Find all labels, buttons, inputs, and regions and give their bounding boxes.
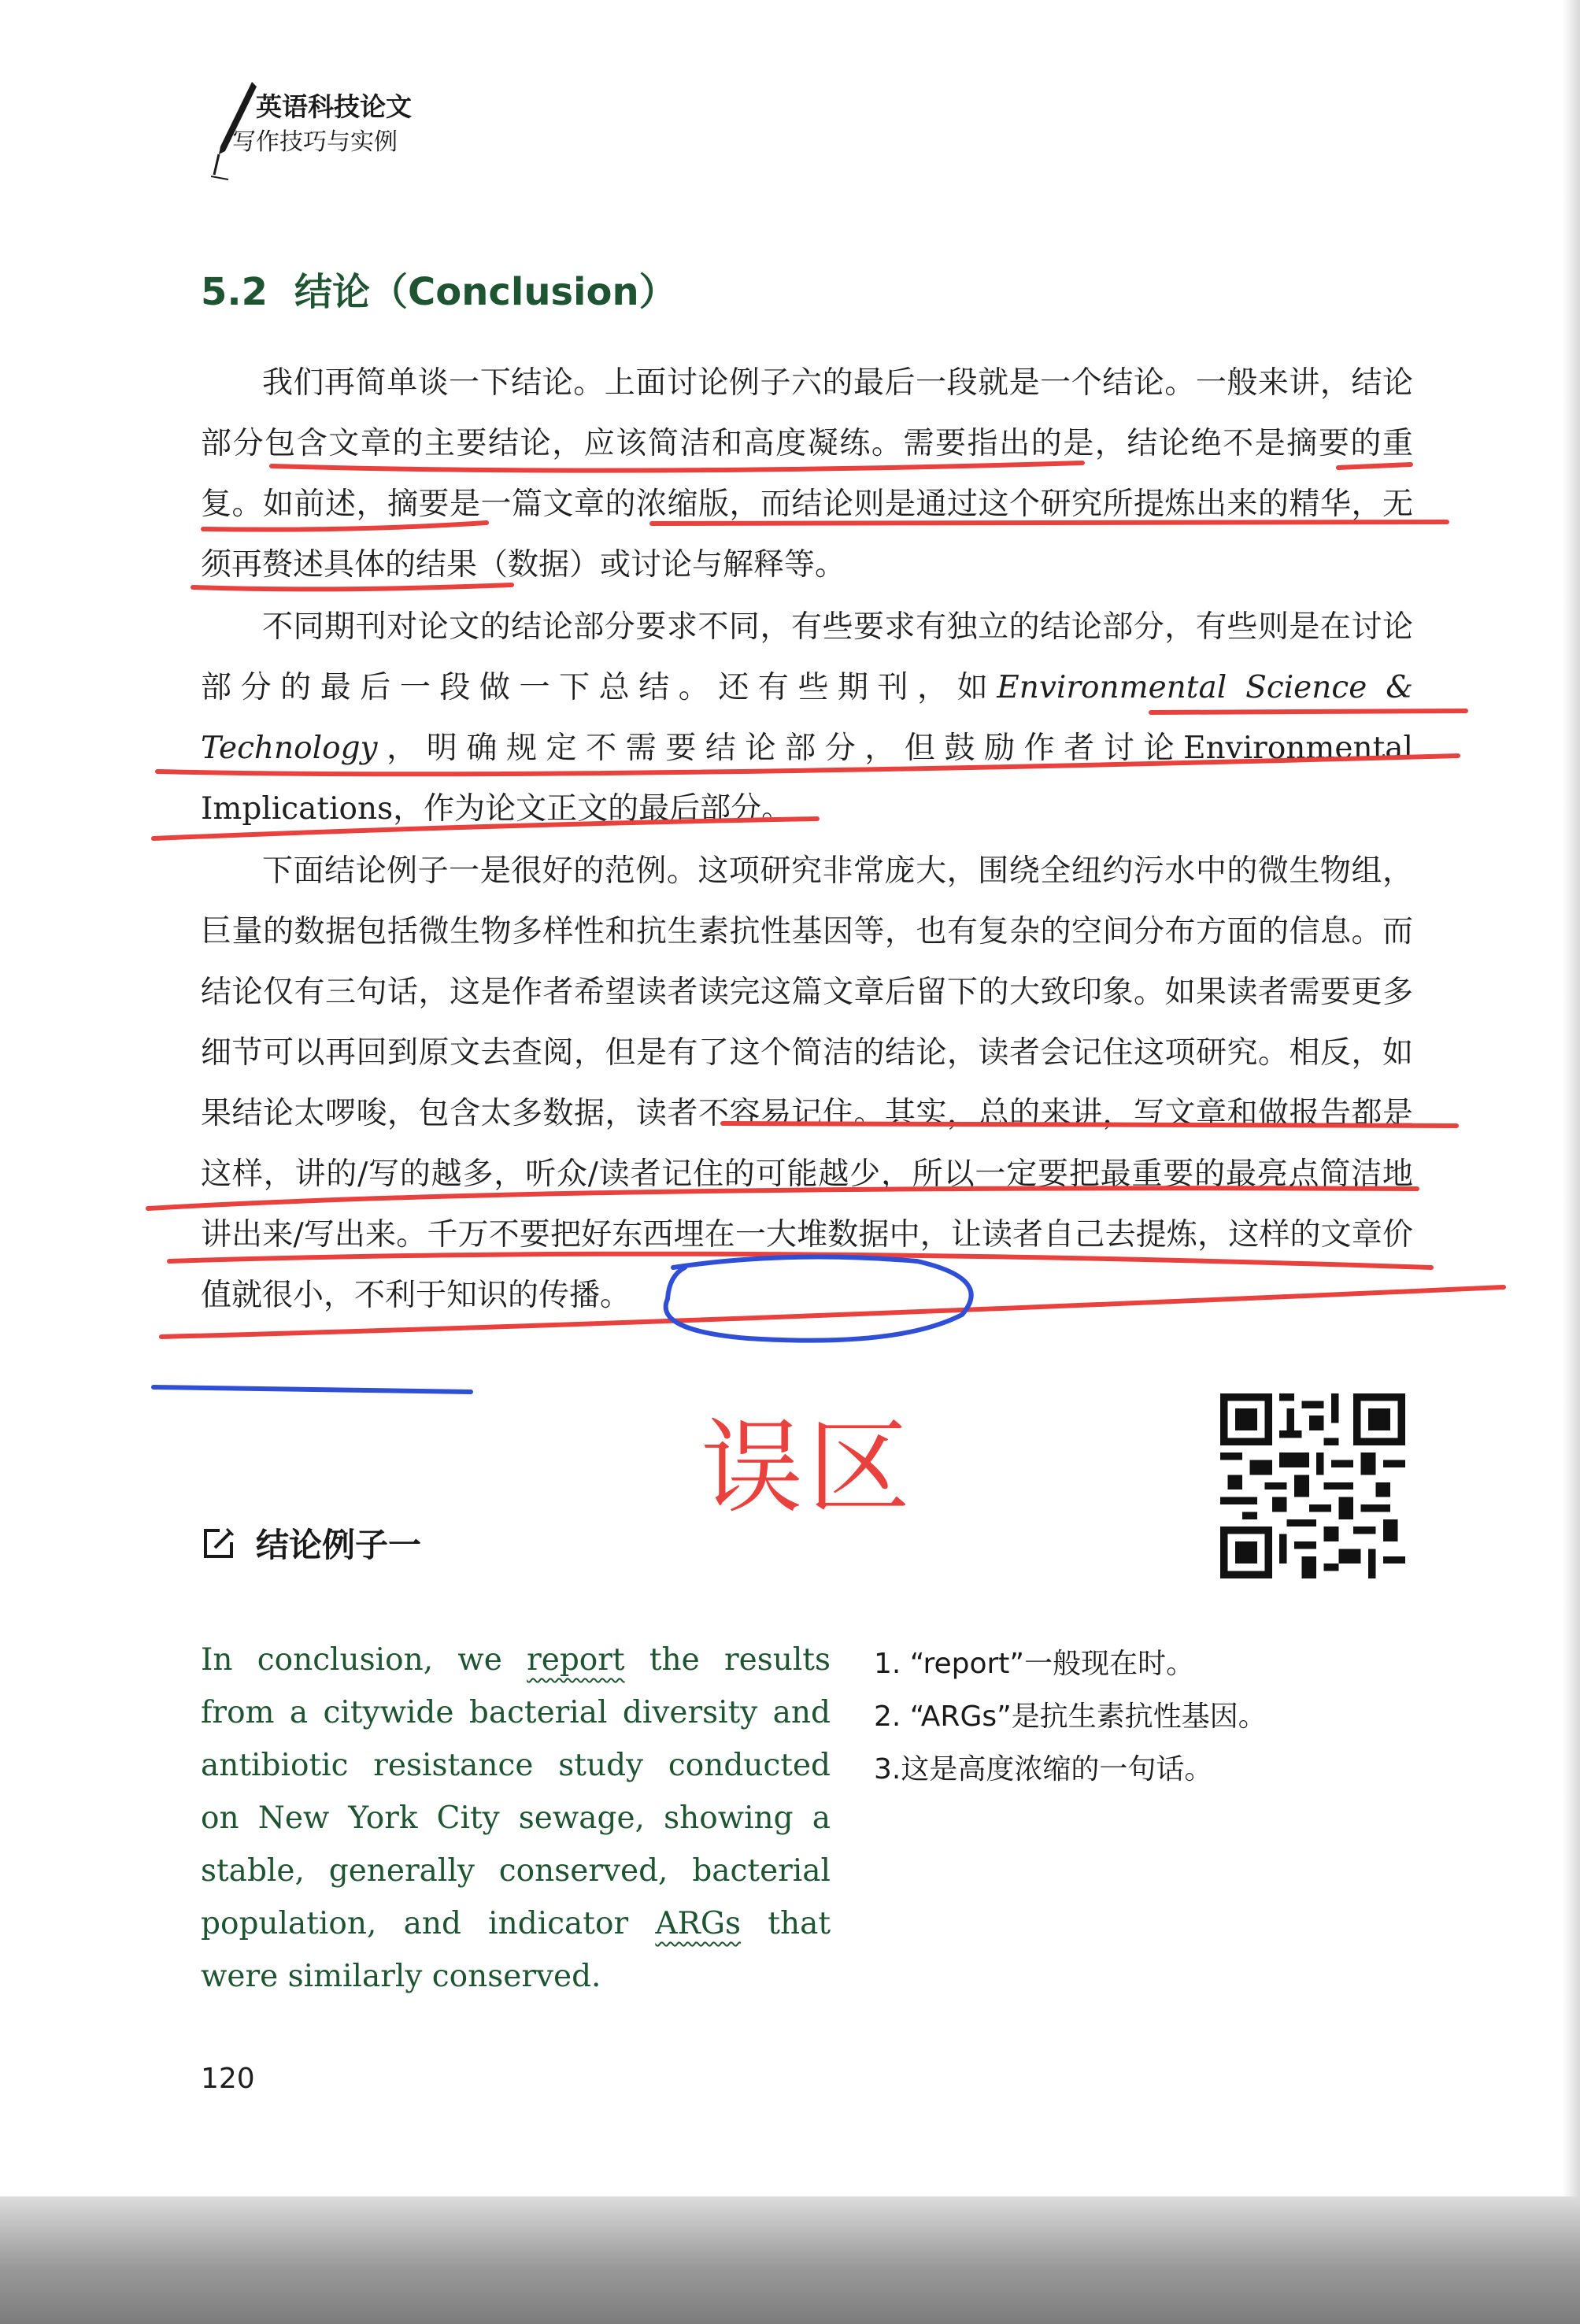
body-paragraph-3 — [201, 841, 1413, 1326]
paragraph-text: 下面结论例子一是很好的范例。这项研究非常庞大，围绕全纽约污水中的微生物组，巨量的数据包括微生物多样性和抗生素抗性基因等，也有复杂的空间分布方面的信息。而结论仅有三句话，这是作者希望读者读完这篇文章后留下的大致印象。如果读者需要更多细节可以再回到原文去查阅，但是有了这个简洁的结论，读者会记住这项研究。相反，如果结论太啰唆，包含太多数据，读者不容易记住。其实，总的来讲，写文章和做报告都是这样，讲的/写的越多，听众/读者记住的可能越少，所以一定要把最重要的最亮点简洁地讲出来/写出来。千万不要把好东西埋在一大堆数据中，让读者自己去提炼，这样的文章价值就很小，不利于知识的传播。 — [201, 853, 1413, 1313]
example-heading — [201, 1519, 421, 1567]
book-title: 英语科技论文 — [256, 91, 412, 122]
example-text-part: In conclusion, we — [201, 1642, 527, 1678]
scan-bottom-shadow — [0, 2196, 1580, 2324]
journal-name: Environmental Science & Technology — [201, 670, 1413, 766]
book-subtitle: 写作技巧与实例 — [232, 128, 398, 156]
example-text-part: the results from a citywide bacterial diversity and antibiotic resistance study conducted on New York City sewage, showing a stable, generally conserved, bacterial population, and indicator — [201, 1642, 831, 1941]
body-paragraph-1 — [201, 353, 1413, 595]
note-item: 1. “report”一般现在时。 — [874, 1648, 1195, 1680]
paragraph-text: 我们再简单谈一下结论。上面讨论例子六的最后一段就是一个结论。一般来讲，结论部分包含文章的主要结论，应该简洁和高度凝练。需要指出的是，结论绝不是摘要的重复。如前述，摘要是一篇文章的浓缩版，而结论则是通过这个研究所提炼出来的精华，无须再赘述具体的结果（数据）或讨论与解释等。 — [201, 365, 1413, 583]
note-item: 2. “ARGs”是抗生素抗性基因。 — [874, 1700, 1267, 1733]
section-title: 结论（Conclusion） — [294, 270, 677, 314]
example-text-part: that were similarly conserved. — [201, 1906, 831, 1994]
example-term-report: report — [527, 1642, 625, 1678]
example-conclusion-text — [201, 1634, 831, 2003]
page-number: 120 — [201, 2063, 255, 2095]
example-title: 结论例子一 — [256, 1526, 422, 1564]
section-number: 5.2 — [201, 270, 268, 314]
paragraph-text: 不同期刊对论文的结论部分要求不同，有些要求有独立的结论部分，有些则是在讨论部分的最后一段做一下总结。还有些期刊，如 — [201, 609, 1413, 705]
qr-code-icon[interactable] — [1220, 1393, 1405, 1578]
edit-note-icon — [201, 1527, 235, 1561]
note-item: 3.这是高度浓缩的一句话。 — [874, 1753, 1213, 1786]
example-notes — [874, 1638, 1267, 1796]
page-edge-shadow — [1563, 0, 1580, 2196]
paragraph-text: ，明确规定不需要结论部分，但鼓励作者讨论Environmental Implications，作为论文正文的最后部分。 — [201, 731, 1413, 827]
body-paragraph-2 — [201, 597, 1413, 839]
section-heading — [201, 261, 677, 316]
example-term-args: ARGs — [655, 1906, 742, 1941]
handwritten-note: 误区 — [701, 1408, 916, 1527]
